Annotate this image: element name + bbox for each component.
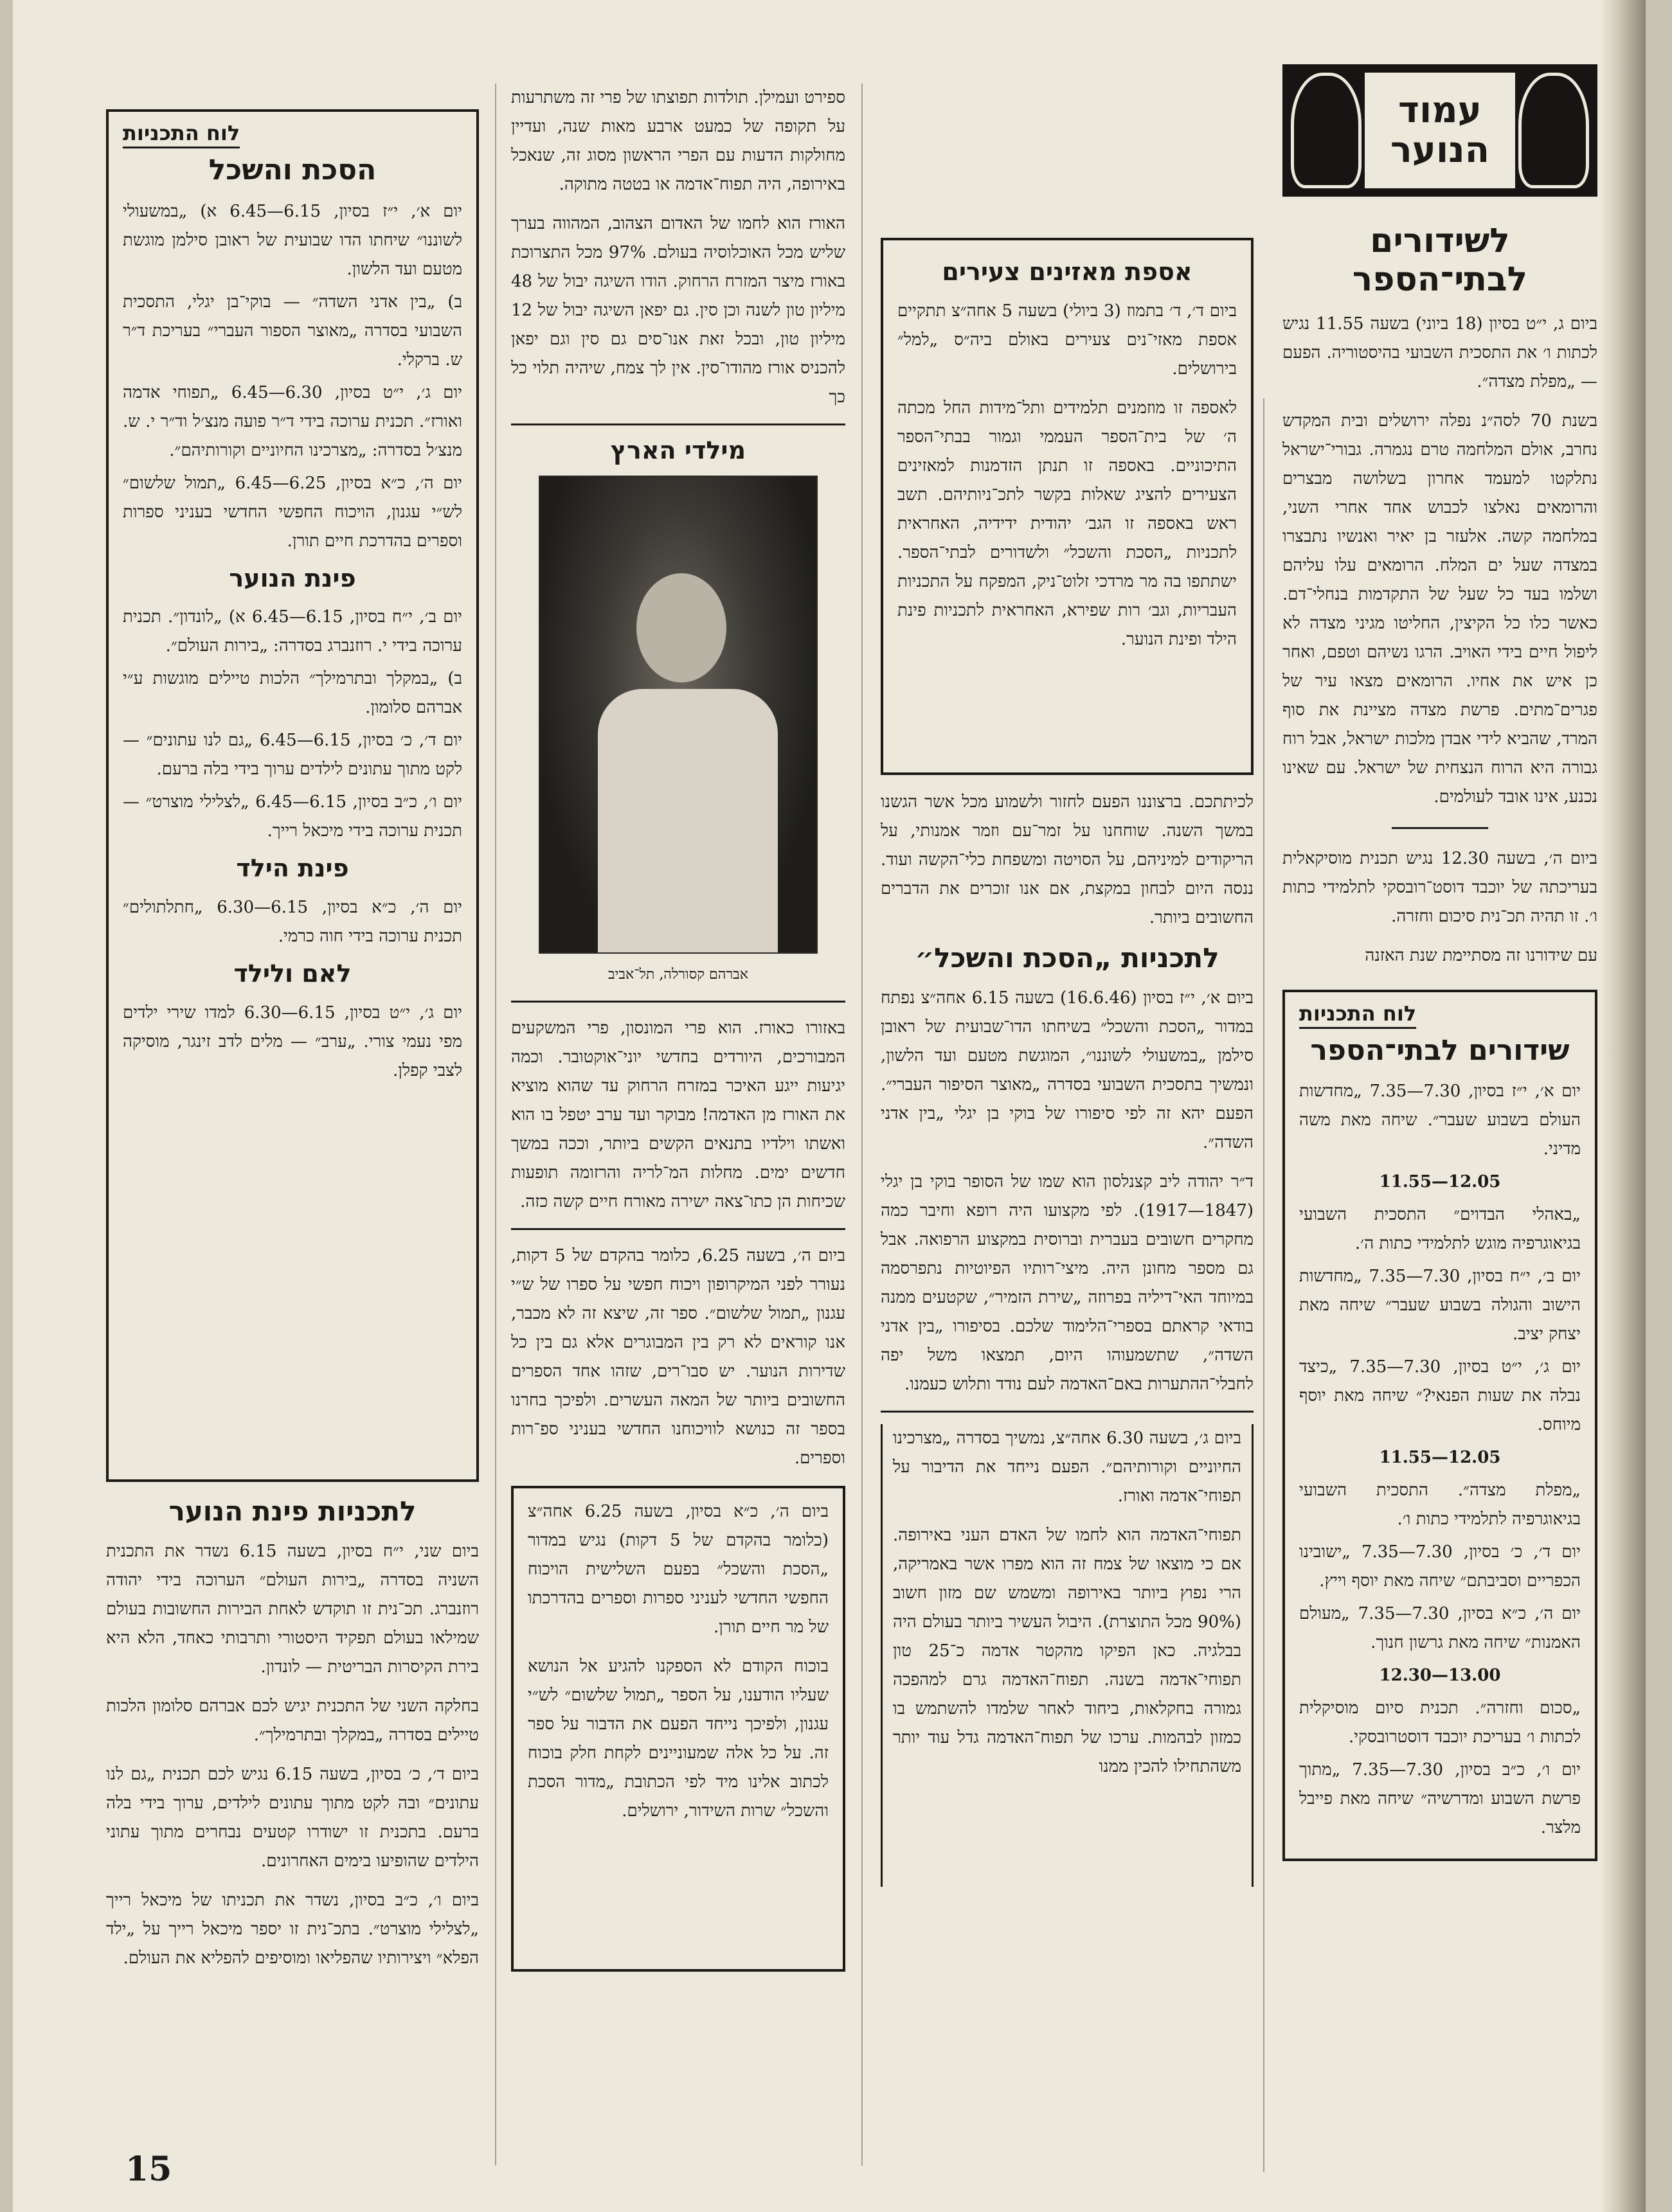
- article-paragraph: ספירט ועמילן. תולדות תפוצתו של פרי זה משתרעות על תקופה של כמעט ארבע מאות שנה, ועדיין מחולקות הדעות עם הפרי הראשון מסוג זה, שנאכל באירופה, היה תפוח־אדמה או בטטה מתוקה.: [511, 88, 845, 194]
- article-paragraph: באזורו כאורז. הוא פרי המונסון, פרי המשקעים המבורכים, היורדים בחדשי יוני־אוקטובר. וכמה יגיעות ייגע האיכר במזרח הרחוק עד שהוא מוציא את האורז מן האדמה! מבוקר ועד ערב יטפל בו הוא ואשתו וילדיו בתנאים הקשים ביותר, וככה במשך חדשים ימים. מחלות המ־לריה והרזומה תופעות שכיחות הן כתו־צאה ישירה מאורח חיים קשה כזה.: [511, 1018, 845, 1211]
- article-paragraph: ביום ג, י״ט בסיון (18 ביוני) בשעה 11.55 נגיש לכתות ו׳ את התסכית השבועי בהיסטוריה. הפעם — „מפלת מצדה״.: [1282, 314, 1597, 391]
- column-2: [881, 238, 1254, 1887]
- box-paragraph: בוכוח הקודם לא הספקנו להגיע אל הנושא שעליו הודענו, על הספר „תמול שלשום״ לש״י עגנון, ולפיכך נייחד הפעם את הדבור על ספר זה. על כל אלה שמעוניינים לקחת חלק בוכוח לכתוב אלינו מיד לפי הכתובת „מדור הסכת והשכל״ שרות השידור, ירושלים.: [528, 1656, 829, 1821]
- article-paragraph: בשנת 70 לסה״נ נפלה ירושלים ובית המקדש נחרב, אולם המלחמה טרם נגמרה. גבורי־ישראל נתלקטו למעמד אחרון בשלושה מבצרים והרומאים נאלצו לכבוש אחד אחרי השני, במלחמה קשה. אלעזר בן יאיר ואנשיו נתבצרו במצדה שעל ים המלח. הרומאים עלו עליהם ושלמו בעד כל שעל של התקדמות בנחלי־דם. כאשר כלו כל הקיצין, החליטו מגיני מצדה לא ליפול חיים בידי האויב. הרגו נשיהם וטפם, ואחר כן איש את אחיו. הרומאים מצאו עיר של פגרים־מתים. פרשת מצדה מציינת את סוף המרד, שהביא לידי אבדן מלכות ישראל, אבל רוח גבורה היא הרוח הנצחית של ישראל. עם שאינו נכנע, אינו אובד לעולמים.: [1282, 411, 1597, 807]
- header-banner: [1282, 64, 1597, 197]
- programs-schedule-box: [106, 109, 479, 1482]
- box-paragraph: ביום ד׳, ד׳ בתמוז (3 ביולי) בשעה 5 אחה״צ תתקיים אספת מאזי־נים צעירים באולם ביה״ס „למל״ בירושלים.: [897, 301, 1237, 379]
- header-title: עמוד הנוער: [1390, 89, 1490, 171]
- schedule-entry: יום א׳, י״ז בסיון, 6.15—6.45 א) „במשעולי לשוננו״ שיחתו הדו שבועית של ראובן סילמן מוגשת מטעם ועד הלשון.: [123, 201, 462, 279]
- youth-corner-article-title: לתכניות פינת הנוער: [168, 1495, 417, 1527]
- article-paragraph: תפוחי־האדמה הוא לחמו של האדם העני באירופה. אם כי מוצאו של צמח זה הוא מפרו אשר באמריקה, הרי נפוץ ביותר באירופה ומשמש שם מזון חשוב (90% מכל התוצרת). היבול העשיר ביותר בעולם היה בבלגיה. כאן הפיקו מהקטר אדמה כ־25 טון תפוחי־אדמה בשנה. תפוח־האדמה גרם למהפכה גמורה בחקלאות, ביחוד לאחר שלמדו להשתמש בו כמזון לבהמות. ערכו של תפוח־האדמה גדל עוד יותר משהתחילו להכין ממנו: [893, 1526, 1241, 1777]
- schedule-entry: ב) „במקלך ובתרמילך״ הלכות טיילים מוגשות ע״י אברהם סלומון.: [123, 669, 462, 718]
- schedule-entry: „סכום וחזרה״. תכנית סיום מוסיקלית לכתות ו׳ בעריכת יוכבד דוסטרובסקי.: [1299, 1699, 1581, 1747]
- section-divider: [511, 1228, 845, 1230]
- child-photo: [539, 476, 818, 954]
- photo-caption: אברהם קסורלה, תל־אביב: [608, 966, 748, 983]
- schedule-time: 12.05—11.55: [1379, 1448, 1501, 1468]
- schedule-label: לוח התכניות: [1299, 1001, 1416, 1029]
- schedule-entry: יום ד׳, כ׳ בסיון, 6.15—6.45 „גם לנו עתונים״ — לקט מתוך עתונים לילדים ערוך בידי בלה ברעם.: [123, 731, 462, 780]
- column-1: [1282, 64, 1597, 1861]
- schedule-entry: יום ו׳, כ״ב בסיון, 7.30—7.35 „מתוך פרשת השבוע ומדרשיה״ שיחה מאת פייבל מלצר.: [1299, 1760, 1581, 1838]
- section-title-youth-corner: פינת הנוער: [229, 564, 356, 593]
- article-paragraph: ביום ד׳, כ׳ בסיון, בשעה 6.15 נגיש לכם תכנית „גם לנו עתונים״ ובה לקט מתוך עתונים לילדים, ערוך בידי בלה ברעם. בתכנית זו ישודרו קטעים נבחרים מתוך עתוני הילדים שהופיעו בימים האחרונים.: [106, 1765, 479, 1871]
- section-rule: [1392, 827, 1488, 829]
- article-paragraph: האורז הוא לחמו של האדום הצהוב, המהווה בערך שליש מכל האוכלוסיה בעולם. 97% מכל התצרוכת באורז מיצר המזרח הרחוק. הודו השיגה יבול של 48 מיליון טון לשנה וכן סין. גם יפאן השיגה יבול של 12 מיליון טון, ובכל זאת אנו־סים גם סין וגם יפאן להכניס אורז מהודו־סין. אין לך צמח, שיהיה תלוי כל כך: [511, 214, 845, 407]
- column-rule: [495, 84, 496, 2166]
- column-4: [106, 109, 479, 1983]
- photo-shirt: [598, 689, 778, 952]
- young-listeners-title: אספת מאזינים צעירים: [942, 258, 1192, 286]
- girl-illustration: [1518, 73, 1589, 188]
- box-paragraph: ביום ה׳, כ״א בסיון, בשעה 6.25 אחה״צ (כלומר בהקדם של 5 דקות) נגיש במדור „הסכת והשכל״ בפעם השלישית הויכוח החפשי החדשי לעניני ספרות וספרים בהדרכתו של מר חיים תורן.: [528, 1501, 829, 1637]
- magazine-page: [13, 0, 1646, 2212]
- schedule-entry: יום ה׳, כ״א בסיון, 7.30—7.35 „מעולם האמנות״ שיחה מאת גרשון חנוך.: [1299, 1604, 1581, 1653]
- schedule-entry: „באהלי הבדוים״ התסכית השבועי בגיאוגרפיה מוגש לתלמידי כתות ה׳.: [1299, 1205, 1581, 1254]
- boy-illustration: [1291, 73, 1362, 188]
- column-3: [511, 84, 845, 1972]
- schedule-entry: יום ג׳, י״ט בסיון, 6.30—6.45 „תפוחי אדמה ואורז״. תכנית ערוכה בידי ד״ר פועה מנצ׳ל וד״ר י. ש. מנצ׳ל בסדרה: „מצרכינו החיוניים וקורותיהם״.: [123, 382, 462, 460]
- article-paragraph: בחלקה השני של התכנית יגיש לכם אברהם סלומון הלכות טיילים בסדרה „במקלך ובתרמילך״.: [106, 1697, 479, 1745]
- school-schedule-title: שידורים לבתי־הספר: [1310, 1033, 1570, 1067]
- broadcast-article-title: לשידורים לבתי־הספר: [1352, 222, 1528, 299]
- schedule-entry: יום ב׳, י״ח בסיון, 6.15—6.45 א) „לונדון״. תכנית ערוכה בידי י. רוזנברג בסדרה: „בירות העולם״.: [123, 607, 462, 656]
- schedule-entry: יום ה׳, כ״א בסיון, 6.25—6.45 „תמול שלשום״ לש״י עגנון, הויכוח החפשי החדשי בעניני ספרות וספרים בהדרכת חיים תורן.: [123, 473, 462, 551]
- schedule-list: [123, 893, 462, 951]
- article-paragraph: ביום שני, י״ח בסיון, בשעה 6.15 נשדר את התכנית השניה בסדרה „בירות העולם״ הערוכה בידי יהודה רוזנברג. תכ־נית זו תוקדש לאחת הבירות החשובות בעולם שמילאו בעולם תפקיד היסטורי ותרבותי כאחד, הלא היא בירת הקיסרות הבריטית — לונדון.: [106, 1542, 479, 1677]
- article-paragraph: ביום ג׳, בשעה 6.30 אחה״צ, נמשיך בסדרה „מצרכינו החיוניים וקורותיהם״. הפעם נייחד את הדיבור על תפוחי־אדמה ואורז.: [893, 1429, 1241, 1506]
- schedule-time: 13.00—12.30: [1379, 1666, 1501, 1686]
- closing-paragraph: ביום ה׳, בשעה 12.30 נגיש תכנית מוסיקאלית בעריכתה של יוכבד דוסט־רובסקי לתלמידי כתות ו׳. זו תהיה תכ־נית סיכום וחזרה.: [1282, 848, 1597, 926]
- schedule-list: [123, 197, 462, 556]
- header-title-plate: [1365, 73, 1515, 188]
- schedule-time: 12.05—11.55: [1379, 1172, 1501, 1192]
- schedule-entry: יום ג׳, י״ט בסיון, 7.30—7.35 „כיצד נבלה את שעות הפנאי?״ שיחה מאת יוסף מיוחס.: [1299, 1357, 1581, 1435]
- article-paragraph: ביום א׳, י״ז בסיון (16.6.46) בשעה 6.15 אחה״צ נפתח במדור „הסכת והשכל״ בשיחתו הדו־שבועית של ראובן סילמן „במשעולי לשוננו״, המוגשת מטעם ועד הלשון, ונמשיך בתסכית השבועי בסדרה „מאוצר הסיפור העברי״. הפעם יהא זה לפי סיפורו של בוקי בן יגלי „בין אדני השדה״.: [881, 988, 1254, 1153]
- section-title-listen-learn: הסכת והשכל: [208, 154, 377, 186]
- page-number: 15: [125, 2150, 172, 2189]
- schedule-entry: יום ד׳, כ׳ בסיון, 7.30—7.35 „ישובינו הכפריים וסביבתם״ שיחה מאת יוסף וייץ.: [1299, 1542, 1581, 1591]
- schedule-list: [1299, 1077, 1581, 1842]
- schedule-entry: יום א׳, י״ז בסיון, 7.30—7.35 „מחדשות העולם בשבוע שעבר״. שיחה מאת משה מדיני.: [1299, 1082, 1581, 1159]
- column-rule: [1263, 398, 1264, 2172]
- article-paragraph: ביום ה׳, בשעה 6.25, כלומר בהקדם של 5 דקות, נעורר לפני המיקרופון ויכוח חפשי על ספרו של ש״י עגנון „תמול שלשום״. ספר זה, שיצא זה לא מכבר, אנו קוראים לא רק בין המבוגרים אלא גם בין כל שדירות הנוער. יש סבו־רים, שזהו אחד הספרים החשובים ביותר של המאה העשרים. ולפיכך בחרנו בספר זה כנושא לוויכוחנו החדשי בעניני ספ־רות וספרים.: [511, 1245, 845, 1468]
- column-rule: [861, 84, 863, 2166]
- schedule-entry: יום ה׳, כ״א בסיון, 6.15—6.30 „חתלתולים״ תכנית ערוכה בידי חוה כרמי.: [123, 897, 462, 946]
- section-divider: [881, 1411, 1254, 1413]
- closing-paragraph: עם שידורנו זה מסתיימת שנת האזנה: [1365, 945, 1597, 965]
- broadcast-article: [1282, 310, 1597, 812]
- article-paragraph: ד״ר יהודה ליב קצנלסון הוא שמו של הסופר בוקי בן יגלי (1847—1917). לפי מקצועו היה רופא וחיבר כמה מחקרים חשובים בעברית וברוסית במקצוע הרפואה. אבל גם מספר מחונן היה. מיצי־רותיו הפיוטיות נתפרסמה במיוחד האי־דיליה בפרוזה „שירת הזמיר״, שקטעים ממנה בודאי קראתם בספרי־הלימוד שלכם. בסיפורו „בין אדני השדה״, שתשמעוהו היום, תמצאו משל יפה לחבלי־ההתערות באם־האדמה לעם נודד ותלוש כעמנו.: [881, 1172, 1254, 1395]
- article-paragraph: ביום ו׳, כ״ב בסיון, נשדר את תכניתו של מיכאל רייך „לצלילי מוצרט״. בתכ־נית זו יספר מיכאל רייך על „ילד הפלא״ ויצירותיו שהפליאו ומוסיפים להפליא את העולם.: [106, 1891, 479, 1968]
- section-divider: [511, 424, 845, 425]
- schedule-entry: יום ב׳, י״ח בסיון, 7.30—7.35 „מחדשות הישוב והגולה בשבוע שעבר״ שיחה מאת יצחק יציב.: [1299, 1267, 1581, 1344]
- schedule-entry: „מפלת מצדה״. התסכית השבועי בגיאוגרפיה לתלמידי כתות ו׳.: [1299, 1481, 1581, 1530]
- school-schedule-box: [1282, 990, 1597, 1861]
- listen-learn-article-title: לתכניות „הסכת והשכל״: [915, 942, 1219, 974]
- schedule-list: [123, 999, 462, 1085]
- schedule-entry: ב) „בין אדני השדה״ — בוקי־בן יגלי, התסכית השבועי בסדרה „מאוצר הספור העברי״ בעריכת ד״ר ש. ברקלי.: [123, 292, 462, 370]
- agnon-debate-box: [511, 1486, 845, 1972]
- photo-face: [636, 573, 726, 682]
- section-title-child-corner: פינת הילד: [236, 854, 349, 883]
- potato-article-frame: [881, 1424, 1254, 1887]
- schedule-entry: יום ו׳, כ״ב בסיון, 6.15—6.45 „לצלילי מוצרט״ — תכנית ערוכה בידי מיכאל רייך.: [123, 792, 462, 841]
- schedule-label: לוח התכניות: [123, 121, 240, 148]
- section-title-mother-child: לאם ולילד: [233, 959, 352, 988]
- young-listeners-box: [881, 238, 1254, 775]
- section-divider: [511, 1001, 845, 1003]
- schedule-list: [123, 603, 462, 846]
- intro-paragraph: לכיתתכם. ברצוננו הפעם לחזור ולשמוע מכל אשר הגשנו במשך השנה. שוחחנו על זמר־עם וזמר אמנותי, על הריקודים למיניהם, על הסויטה ומשפחת כלי־הקשה ועוד. ננסה היום לבחון במקצת, אם אנו זוכרים את הדברים החשובים ביותר.: [881, 792, 1254, 927]
- photo-section-title: מילדי הארץ: [610, 436, 746, 465]
- box-paragraph: לאספה זו מוזמנים תלמידים ותל־מידות החל מכתה ה׳ של בית־הספר העממי וגמור בבתי־הספר התיכוניים. באספה זו תנתן הזדמנות למאזינים הצעירים להציג שאלות בקשר לתכ־ניותיהם. תשב ראש באספה זו הגב׳ יהודית ידידיה, האחראית לתכניות „הסכת והשכל״ ולשדורים לבתי־הספר. ישתתפו בה מר מרדכי זלוט־ניק, המפקח על התכניות העבריות, וגב׳ רות שפירא, האחראית לתכניות פינת הילד ופינת הנוער.: [897, 398, 1237, 649]
- schedule-entry: יום ג׳, י״ט בסיון, 6.15—6.30 למדו שירי ילדים מפי נעמי צורי. „ערב״ — מלים לדב זינגר, מוסיקה לצבי קפלן.: [123, 1003, 463, 1080]
